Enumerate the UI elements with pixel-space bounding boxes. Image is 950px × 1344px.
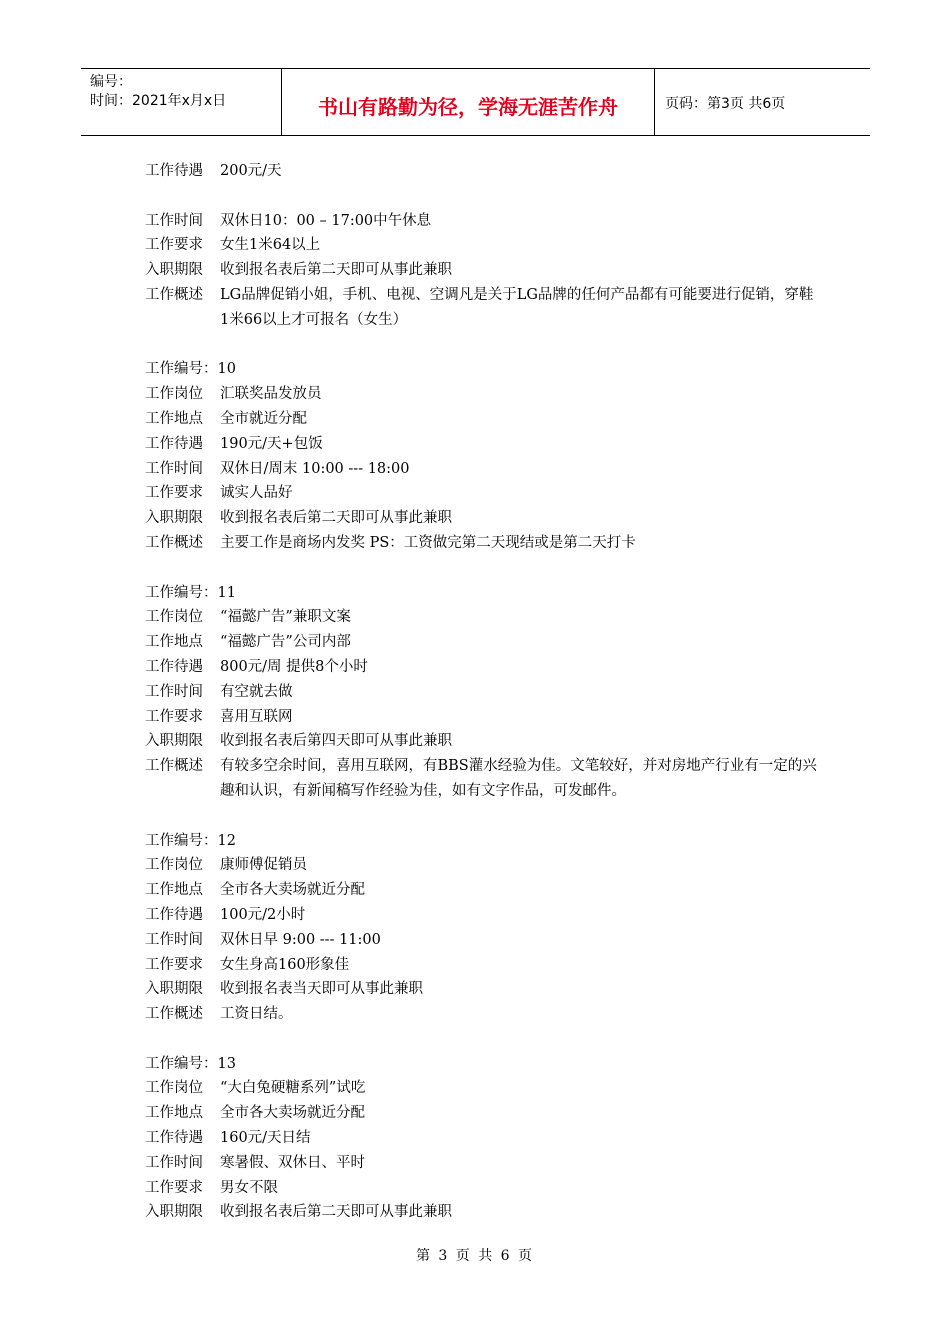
- job-time-row: [145, 209, 825, 234]
- job-time-row: [145, 1151, 825, 1176]
- field-value: 工资日结。: [220, 1006, 293, 1023]
- header-motto: 书山有路勤为径，学海无涯苦作舟: [282, 69, 655, 135]
- field-label: 工作时间: [145, 212, 203, 229]
- field-value: 女生身高160形象佳: [220, 956, 350, 973]
- field-label: 入职期限: [145, 262, 203, 279]
- field-label: 工作概述: [145, 1006, 203, 1023]
- field-value: 全市各大卖场就近分配: [220, 882, 365, 899]
- job-entry-row: [145, 729, 825, 754]
- job-description-row: [145, 754, 825, 804]
- field-label: 工作岗位: [145, 1080, 203, 1097]
- field-label: 入职期限: [145, 1204, 203, 1221]
- field-value: 汇联奖品发放员: [220, 386, 322, 403]
- field-label: 工作要求: [145, 237, 203, 254]
- field-label: 工作地点: [145, 410, 203, 427]
- field-label: 工作岗位: [145, 386, 203, 403]
- field-label: 工作岗位: [145, 857, 203, 874]
- field-value: “大白兔硬糖系列”试吃: [220, 1080, 366, 1097]
- job-number-text: 工作编号：10: [145, 361, 236, 378]
- job-number: [145, 829, 825, 854]
- field-value: 男女不限: [220, 1179, 278, 1196]
- job-position-row: [145, 853, 825, 878]
- field-label: 工作岗位: [145, 609, 203, 626]
- document-time-label: 时间：2021年x月x日: [90, 93, 227, 109]
- field-value: 双休日10：00 – 17:00中午休息: [220, 212, 432, 229]
- field-label: 工作地点: [145, 882, 203, 899]
- field-value: “福懿广告”兼职文案: [220, 609, 351, 626]
- job-entry-row: [145, 977, 825, 1002]
- job-number: [145, 581, 825, 606]
- job-salary-row: [145, 1126, 825, 1151]
- field-value: 诚实人品好: [220, 485, 293, 502]
- job-location-row: [145, 630, 825, 655]
- field-label: 工作时间: [145, 1154, 203, 1171]
- field-value: “福懿广告”公司内部: [220, 634, 351, 651]
- field-label: 工作时间: [145, 931, 203, 948]
- job-salary-row: [145, 159, 825, 184]
- document-body: [145, 159, 825, 1225]
- job-time-row: [145, 928, 825, 953]
- job-time-row: [145, 457, 825, 482]
- field-value: 190元/天+包饭: [220, 435, 323, 452]
- job-requirement-row: [145, 481, 825, 506]
- job-location-row: [145, 878, 825, 903]
- field-label: 工作概述: [145, 286, 203, 303]
- job-requirement-row: [145, 953, 825, 978]
- job-block: [145, 829, 825, 1027]
- job-description-row: [145, 531, 825, 556]
- job-block: [145, 357, 825, 555]
- document-number-label: 编号：: [90, 74, 132, 90]
- field-label: 工作待遇: [145, 435, 203, 452]
- job-number: [145, 357, 825, 382]
- job-position-row: [145, 605, 825, 630]
- field-label: 工作待遇: [145, 1130, 203, 1147]
- field-label: 工作要求: [145, 708, 203, 725]
- job-salary-row: [145, 903, 825, 928]
- field-label: 工作概述: [145, 534, 203, 551]
- field-value: 800元/周 提供8个小时: [220, 658, 368, 675]
- job-number: [145, 1052, 825, 1077]
- job-block-continued: [145, 159, 825, 333]
- field-label: 入职期限: [145, 981, 203, 998]
- field-label: 入职期限: [145, 510, 203, 527]
- field-value: 收到报名表后第二天即可从事此兼职: [220, 262, 452, 279]
- job-location-row: [145, 1101, 825, 1126]
- job-number-text: 工作编号：12: [145, 832, 236, 849]
- field-value: 双休日/周末 10:00 --- 18:00: [220, 460, 410, 477]
- field-value: 200元/天: [220, 163, 282, 179]
- job-time-row: [145, 680, 825, 705]
- field-value: 全市各大卖场就近分配: [220, 1105, 365, 1122]
- job-number-text: 工作编号：11: [145, 584, 236, 601]
- job-block: [145, 581, 825, 804]
- field-value: 160元/天日结: [220, 1130, 311, 1147]
- job-salary-row: [145, 655, 825, 680]
- field-label: 工作要求: [145, 1179, 203, 1196]
- job-requirement-row: [145, 1176, 825, 1201]
- job-requirement-row: [145, 705, 825, 730]
- field-value: 全市就近分配: [220, 410, 307, 427]
- job-number-text: 工作编号：13: [145, 1055, 236, 1072]
- job-block: [145, 1052, 825, 1226]
- field-value: 康师傅促销员: [220, 857, 307, 874]
- field-label: 工作概述: [145, 758, 203, 775]
- field-value: 双休日早 9:00 --- 11:00: [220, 931, 381, 948]
- page-header: [81, 68, 870, 136]
- job-location-row: [145, 407, 825, 432]
- field-label: 工作待遇: [145, 658, 203, 675]
- field-label: 入职期限: [145, 733, 203, 750]
- field-label: 工作要求: [145, 956, 203, 973]
- job-description-row: [145, 283, 825, 333]
- field-value: 收到报名表后第四天即可从事此兼职: [220, 733, 452, 750]
- field-label: 工作地点: [145, 1105, 203, 1122]
- field-value: 收到报名表后第二天即可从事此兼职: [220, 510, 452, 527]
- field-label: 工作要求: [145, 485, 203, 502]
- field-value: 寒暑假、双休日、平时: [220, 1154, 365, 1171]
- job-description-row: [145, 1002, 825, 1027]
- field-label: 工作待遇: [145, 906, 203, 923]
- field-value: LG品牌促销小姐，手机、电视、空调凡是关于LG品牌的任何产品都有可能要进行促销，穿鞋1米66以上才可报名（女生）: [220, 286, 814, 328]
- header-page-info: 页码：第3页 共6页: [665, 96, 786, 112]
- field-value: 主要工作是商场内发奖 PS：工资做完第二天现结或是第二天打卡: [220, 534, 636, 551]
- field-value: 女生1米64以上: [220, 237, 321, 254]
- page-footer: 第 3 页 共 6 页: [415, 1248, 535, 1264]
- field-value: 100元/2小时: [220, 906, 306, 923]
- field-label: 工作时间: [145, 683, 203, 700]
- job-entry-row: [145, 1200, 825, 1225]
- field-value: 有较多空余时间，喜用互联网，有BBS灌水经验为佳。文笔较好，并对房地产行业有一定的兴趣和认识，有新闻稿写作经验为佳，如有文字作品，可发邮件。: [220, 758, 817, 799]
- job-entry-row: [145, 258, 825, 283]
- field-value: 收到报名表后第二天即可从事此兼职: [220, 1204, 452, 1221]
- job-salary-row: [145, 432, 825, 457]
- field-value: 有空就去做: [220, 683, 293, 700]
- job-entry-row: [145, 506, 825, 531]
- job-position-row: [145, 382, 825, 407]
- field-label: 工作待遇: [145, 163, 203, 179]
- field-value: 收到报名表当天即可从事此兼职: [220, 981, 423, 998]
- field-value: 喜用互联网: [220, 708, 293, 725]
- job-position-row: [145, 1076, 825, 1101]
- job-requirement-row: [145, 233, 825, 258]
- field-label: 工作时间: [145, 460, 203, 477]
- field-label: 工作地点: [145, 634, 203, 651]
- header-meta: [81, 69, 282, 135]
